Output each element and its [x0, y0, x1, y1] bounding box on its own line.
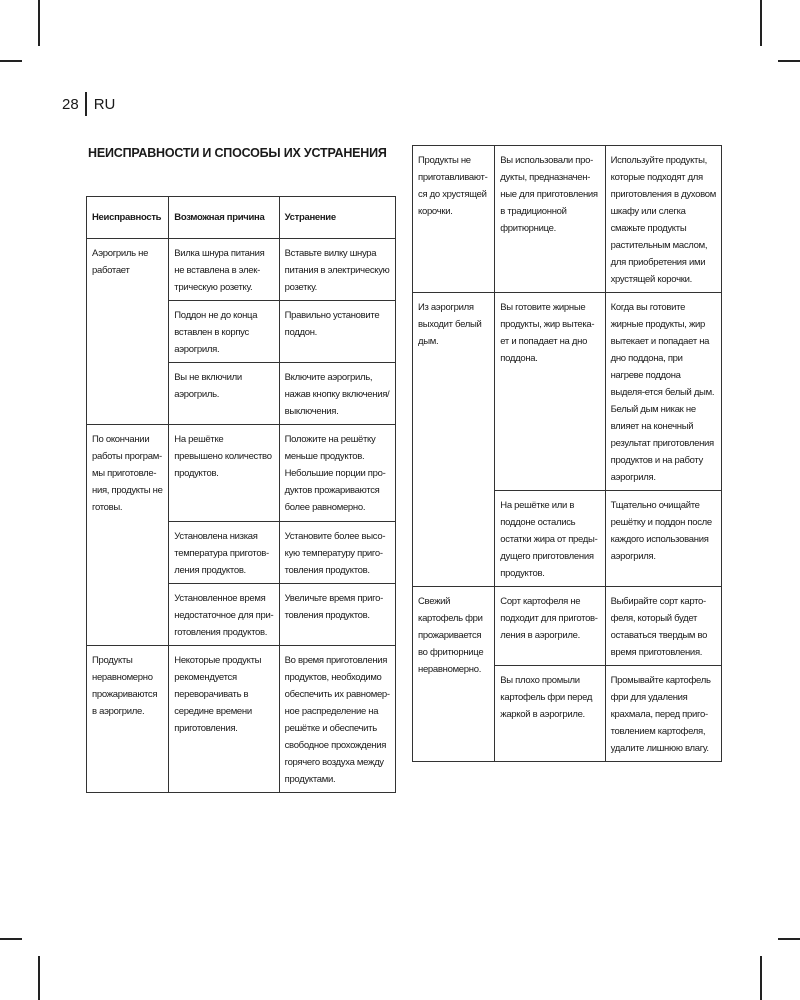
problem-cell: Продукты не приготавливают-ся до хрустящей корочки.: [413, 146, 495, 293]
header-problem: Неисправность: [87, 197, 169, 239]
table-row: [87, 646, 396, 793]
page-header: [62, 92, 115, 116]
cause-cell: Некоторые продукты рекомендуется переворачивать в середине времени приготовления.: [169, 646, 279, 793]
cause-cell: Вы использовали про-дукты, предназначен-ные для приготовления в традиционной фритюрнице.: [495, 146, 605, 293]
troubleshooting-table-right: [412, 145, 722, 762]
header-solution: Устранение: [279, 197, 395, 239]
page-number: 28: [62, 95, 79, 113]
cause-cell: Вы готовите жирные продукты, жир вытека-ет и попадает на дно поддона.: [495, 293, 605, 491]
solution-cell: Выбирайте сорт карто-феля, который будет оставаться твердым во время приготовления.: [605, 587, 721, 666]
crop-mark: [0, 60, 22, 62]
cause-cell: Вы плохо промыли картофель фри перед жаркой в аэрогриле.: [495, 666, 605, 762]
troubleshooting-table-left: [86, 196, 396, 793]
problem-cell: Продукты неравномерно прожариваются в аэрогриле.: [87, 646, 169, 793]
table-row: [87, 425, 396, 522]
crop-mark: [760, 956, 762, 1000]
problem-cell: Аэрогриль не работает: [87, 239, 169, 425]
cause-cell: Вилка шнура питания не вставлена в элек-трическую розетку.: [169, 239, 279, 301]
language-label: RU: [93, 95, 116, 113]
solution-cell: Используйте продукты, которые подходят для приготовления в духовом шкафу или слегка смажьте продукты растительным маслом, для приобретения ими хрустящей корочки.: [605, 146, 721, 293]
solution-cell: Вставьте вилку шнура питания в электрическую розетку.: [279, 239, 395, 301]
problem-cell: Свежий картофель фри прожаривается во фритюрнице неравномерно.: [413, 587, 495, 762]
cause-cell: Сорт картофеля не подходит для приготов-ления в аэрогриле.: [495, 587, 605, 666]
table-header-row: [87, 197, 396, 239]
solution-cell: Во время приготовления продуктов, необходимо обеспечить их равномер-ное распределение на решётке и обеспечить свободное прохождения горячего воздуха между продуктами.: [279, 646, 395, 793]
table-row: [87, 239, 396, 301]
crop-mark: [38, 956, 40, 1000]
problem-cell: Из аэрогриля выходит белый дым.: [413, 293, 495, 587]
cause-cell: На решётке превышено количество продуктов.: [169, 425, 279, 522]
crop-mark: [0, 938, 22, 940]
solution-cell: Когда вы готовите жирные продукты, жир вытекает и попадает на дно поддона, при нагреве поддона выделя-ется белый дым. Белый дым никак не влияет на конечный результат приготовления продуктов и на работу аэрогриля.: [605, 293, 721, 491]
solution-cell: Правильно установите поддон.: [279, 301, 395, 363]
solution-cell: Установите более высо-кую температуру приго-товления продуктов.: [279, 522, 395, 584]
cause-cell: Поддон не до конца вставлен в корпус аэрогриля.: [169, 301, 279, 363]
table-row: [413, 587, 722, 666]
solution-cell: Положите на решётку меньше продуктов. Небольшие порции про-дуктов прожариваются более равномерно.: [279, 425, 395, 522]
table-row: [413, 293, 722, 491]
cause-cell: Вы не включили аэрогриль.: [169, 363, 279, 425]
section-title: НЕИСПРАВНОСТИ И СПОСОБЫ ИХ УСТРАНЕНИЯ: [88, 146, 387, 160]
solution-cell: Промывайте картофель фри для удаления крахмала, перед приго-товлением картофеля, удалите лишнюю влагу.: [605, 666, 721, 762]
crop-mark: [760, 0, 762, 46]
header-cause: Возможная причина: [169, 197, 279, 239]
table-row: [413, 146, 722, 293]
crop-mark: [38, 0, 40, 46]
cause-cell: Установленное время недостаточное для при-готовления продуктов.: [169, 584, 279, 646]
cause-cell: Установлена низкая температура приготов-ления продуктов.: [169, 522, 279, 584]
crop-mark: [778, 60, 800, 62]
solution-cell: Тщательно очищайте решётку и поддон после каждого использования аэрогриля.: [605, 491, 721, 587]
crop-mark: [778, 938, 800, 940]
solution-cell: Включите аэрогриль, нажав кнопку включения/выключения.: [279, 363, 395, 425]
solution-cell: Увеличьте время приго-товления продуктов.: [279, 584, 395, 646]
cause-cell: На решётке или в поддоне остались остатки жира от преды-дущего приготовления продуктов.: [495, 491, 605, 587]
problem-cell: По окончании работы програм-мы приготовле-ния, продукты не готовы.: [87, 425, 169, 646]
